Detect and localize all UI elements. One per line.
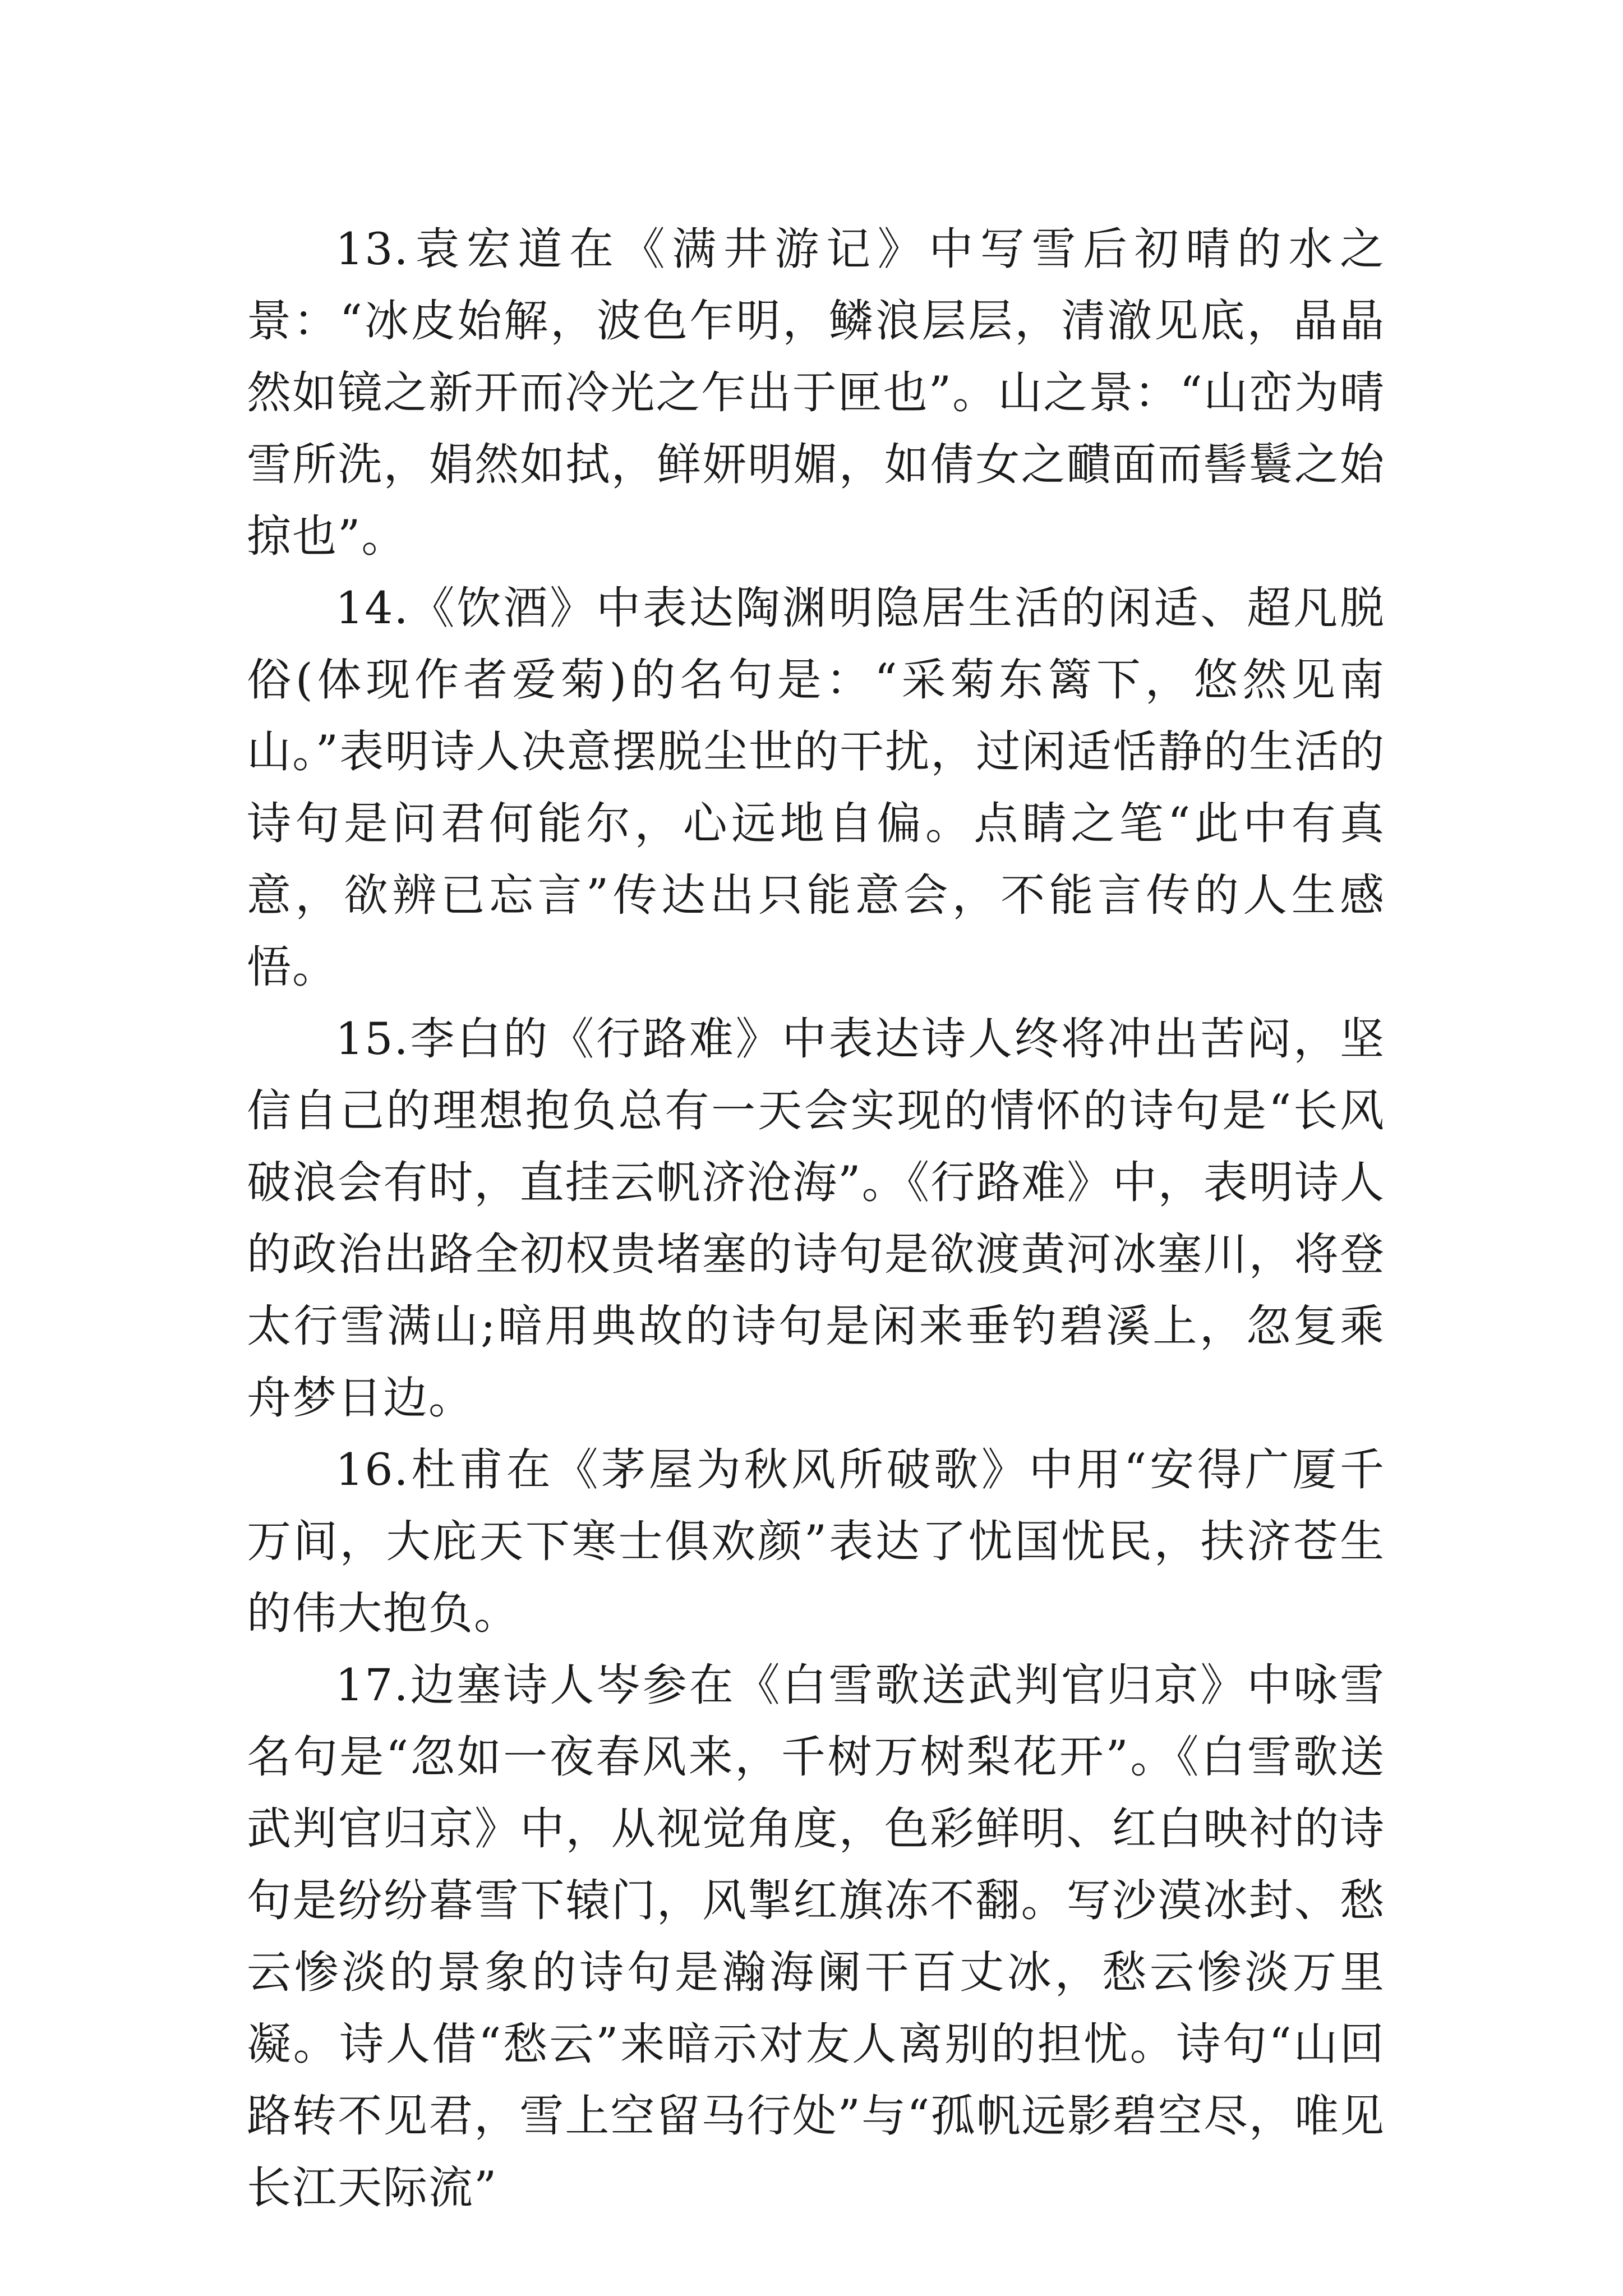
document-body bbox=[247, 213, 1385, 2224]
paragraph-16: 16.杜甫在《茅屋为秋风所破歌》中用“安得广厦千万间，大庇天下寒士俱欢颜”表达了忧国忧民，扶济苍生的伟大抱负。 bbox=[247, 1444, 1385, 1639]
paragraph-14: 14.《饮酒》中表达陶渊明隐居生活的闲适、超凡脱俗(体现作者爱菊)的名句是：“采菊东篱下，悠然见南山。”表明诗人决意摆脱尘世的干扰，过闲适恬静的生活的诗句是问君何能尔，心远地自偏。点睛之笔“此中有真意，欲辨已忘言”传达出只能意会，不能言传的人生感悟。 bbox=[247, 582, 1385, 993]
paragraph-17: 17.边塞诗人岑参在《白雪歌送武判官归京》中咏雪名句是“忽如一夜春风来，千树万树梨花开”。《白雪歌送武判官归京》中，从视觉角度，色彩鲜明、红白映衬的诗句是纷纷暮雪下辕门，风掣红旗冻不翻。写沙漠冰封、愁云惨淡的景象的诗句是瀚海阑干百丈冰，愁云惨淡万里凝。诗人借“愁云”来暗示对友人离别的担忧。诗句“山回路转不见君，雪上空留马行处”与“孤帆远影碧空尽，唯见长江天际流” bbox=[247, 1659, 1385, 2214]
paragraph-13: 13.袁宏道在《满井游记》中写雪后初晴的水之景：“冰皮始解，波色乍明，鳞浪层层，清澈见底，晶晶然如镜之新开而冷光之乍出于匣也”。山之景：“山峦为晴雪所洗，娟然如拭，鲜妍明媚，如倩女之靧面而髻鬟之始掠也”。 bbox=[247, 223, 1385, 562]
paragraph-15: 15.李白的《行路难》中表达诗人终将冲出苦闷，坚信自己的理想抱负总有一天会实现的情怀的诗句是“长风破浪会有时，直挂云帆济沧海”。《行路难》中，表明诗人的政治出路全初权贵堵塞的诗句是欲渡黄河冰塞川，将登太行雪满山;暗用典故的诗句是闲来垂钓碧溪上，忽复乘舟梦日边。 bbox=[247, 1013, 1385, 1424]
